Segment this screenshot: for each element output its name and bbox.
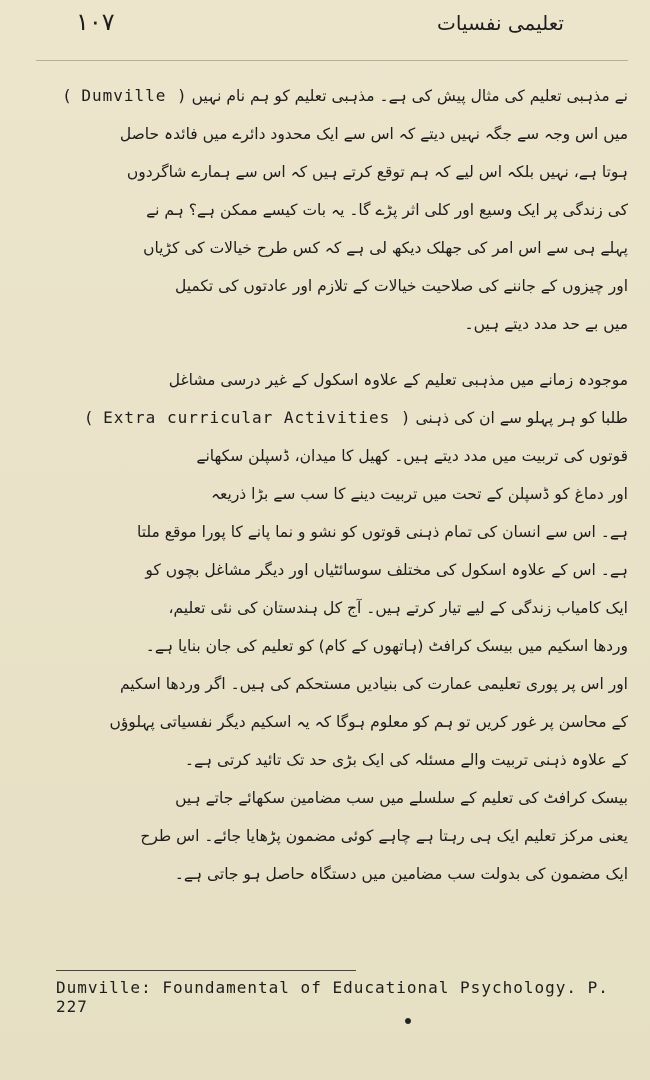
paragraph-2 [36, 361, 628, 893]
text-line: پہلے ہی سے اس امر کی جھلک دیکھ لی ہے کہ کس طرح خیالات کی کڑیاں [143, 239, 628, 257]
text-line: اور اس پر پوری تعلیمی عمارت کی بنیادیں مستحکم کی ہیں۔ اگر وردھا اسکیم [119, 675, 628, 693]
latin-term: ( Dumville ) [62, 86, 187, 105]
text-line: یعنی مرکز تعلیم ایک ہی رہتا ہے چاہے کوئی مضمون پڑھایا جائے۔ اس طرح [140, 827, 628, 845]
text-line: ہے۔ اس سے انسان کی تمام ذہنی قوتوں کو نشو و نما پانے کا پورا موقع ملتا [137, 523, 628, 541]
text-line: میں بے حد مدد دیتے ہیں۔ [464, 315, 628, 333]
text-line: قوتوں کی تربیت میں مدد دیتے ہیں۔ کھیل کا میدان، ڈسپلن سکھانے [196, 447, 628, 465]
text-line: وردھا اسکیم میں بیسک کرافٹ (ہاتھوں کے کام) کو تعلیم کی جان بنایا ہے۔ [145, 637, 628, 655]
text-line: کے محاسن پر غور کریں تو ہم کو معلوم ہوگا کہ یہ اسکیم دیگر نفسیاتی پہلوؤں [109, 713, 628, 731]
text-line: نے مذہبی تعلیم کی مثال پیش کی ہے۔ مذہبی تعلیم کو ہم نام نہیں ( Dumville ) [62, 86, 628, 105]
text-line: کے علاوہ ذہنی تربیت والے مسئلہ کی ایک بڑی حد تک تائید کرتی ہے۔ [184, 751, 628, 769]
ink-dot [405, 1018, 411, 1024]
page-header [36, 8, 628, 61]
text-line: ہے۔ اس کے علاوہ اسکول کی مختلف سوسائٹیاں اور دیگر مشاغل بچوں کو [145, 561, 628, 579]
page-body [36, 77, 628, 893]
latin-term: ( Extra curricular Activities ) [83, 408, 411, 427]
page-title: تعلیمی نفسیات [437, 11, 564, 35]
footnote: Dumville: Foundamental of Educational Psychology. P. 227 [56, 978, 609, 1016]
text-line: ایک مضمون کی بدولت سب مضامین میں دستگاہ حاصل ہو جاتی ہے۔ [174, 865, 628, 883]
text-line: بیسک کرافٹ کی تعلیم کے سلسلے میں سب مضامین سکھائے جاتے ہیں [175, 789, 628, 807]
text-line: اور دماغ کو ڈسپلن کے تحت میں تربیت دینے کا سب سے بڑا ذریعہ [210, 485, 628, 503]
text-line: اور چیزوں کے جاننے کی صلاحیت خیالات کے تلازم اور عادتوں کی تکمیل [174, 277, 628, 295]
text-line: میں اس وجہ سے جگہ نہیں دیتے کہ اس سے ایک محدود دائرے میں فائدہ حاصل [119, 125, 628, 143]
paragraph-1 [36, 77, 628, 343]
text-line: موجودہ زمانے میں مذہبی تعلیم کے علاوہ اسکول کے غیر درسی مشاغل [168, 371, 628, 389]
text-line: طلبا کو ہر پہلو سے ان کی ذہنی ( Extra curricular Activities ) [83, 408, 628, 427]
text-line: ایک کامیاب زندگی کے لیے تیار کرتے ہیں۔ آج کل ہندستان کی نئی تعلیم، [168, 599, 628, 617]
footnote-divider [56, 970, 356, 971]
page-number: ۱۰۷ [76, 8, 115, 36]
text-line: کی زندگی پر ایک وسیع اور کلی اثر پڑے گا۔ یہ بات کیسے ممکن ہے؟ ہم نے [146, 201, 628, 219]
text-line: ہوتا ہے، نہیں بلکہ اس لیے کہ ہم توقع کرتے ہیں کہ اس سے ہمارے شاگردوں [126, 163, 628, 181]
